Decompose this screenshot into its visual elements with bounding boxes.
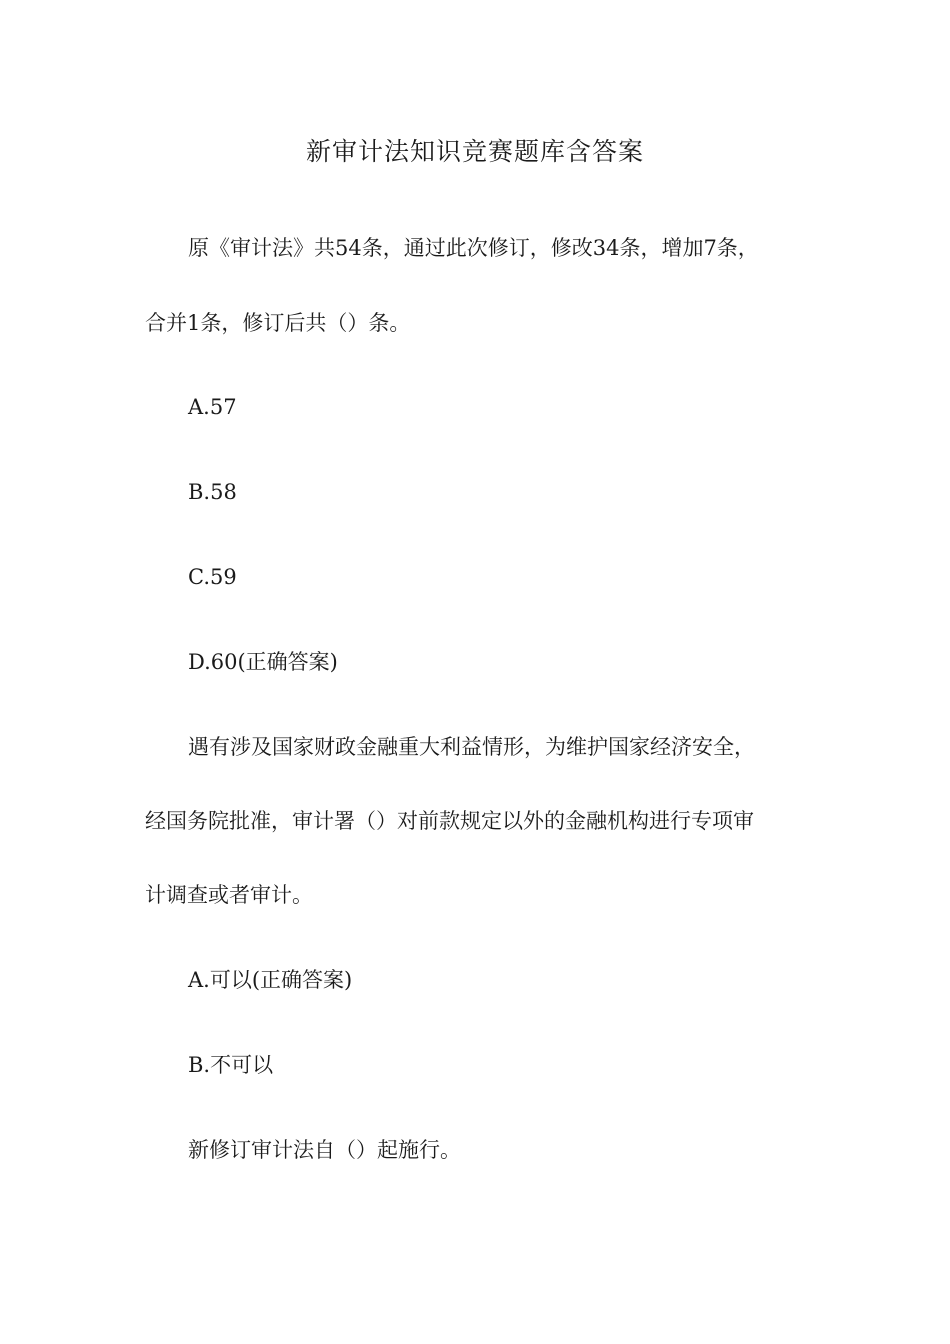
question-3-stem-line-1: 新修订审计法自（）起施行。 — [188, 1138, 461, 1162]
question-2-stem-line-3: 计调查或者审计。 — [145, 883, 313, 907]
question-1-option-b: B.58 — [188, 480, 237, 504]
question-1-stem-line-1: 原《审计法》共54条，通过此次修订，修改34条，增加7条， — [188, 236, 759, 260]
question-1-option-d: D.60(正确答案) — [188, 650, 338, 674]
question-1-option-a: A.57 — [188, 395, 237, 419]
question-2-option-a: A.可以(正确答案) — [188, 968, 353, 992]
question-1-stem-line-2: 合并1条，修订后共（）条。 — [145, 311, 411, 335]
question-2-option-b: B.不可以 — [188, 1053, 274, 1077]
question-1-option-c: C.59 — [188, 565, 237, 589]
document-title: 新审计法知识竞赛题库含答案 — [305, 137, 644, 166]
question-2-stem-line-2: 经国务院批准，审计署（）对前款规定以外的金融机构进行专项审 — [145, 809, 754, 833]
question-2-stem-line-1: 遇有涉及国家财政金融重大利益情形，为维护国家经济安全， — [188, 735, 755, 759]
